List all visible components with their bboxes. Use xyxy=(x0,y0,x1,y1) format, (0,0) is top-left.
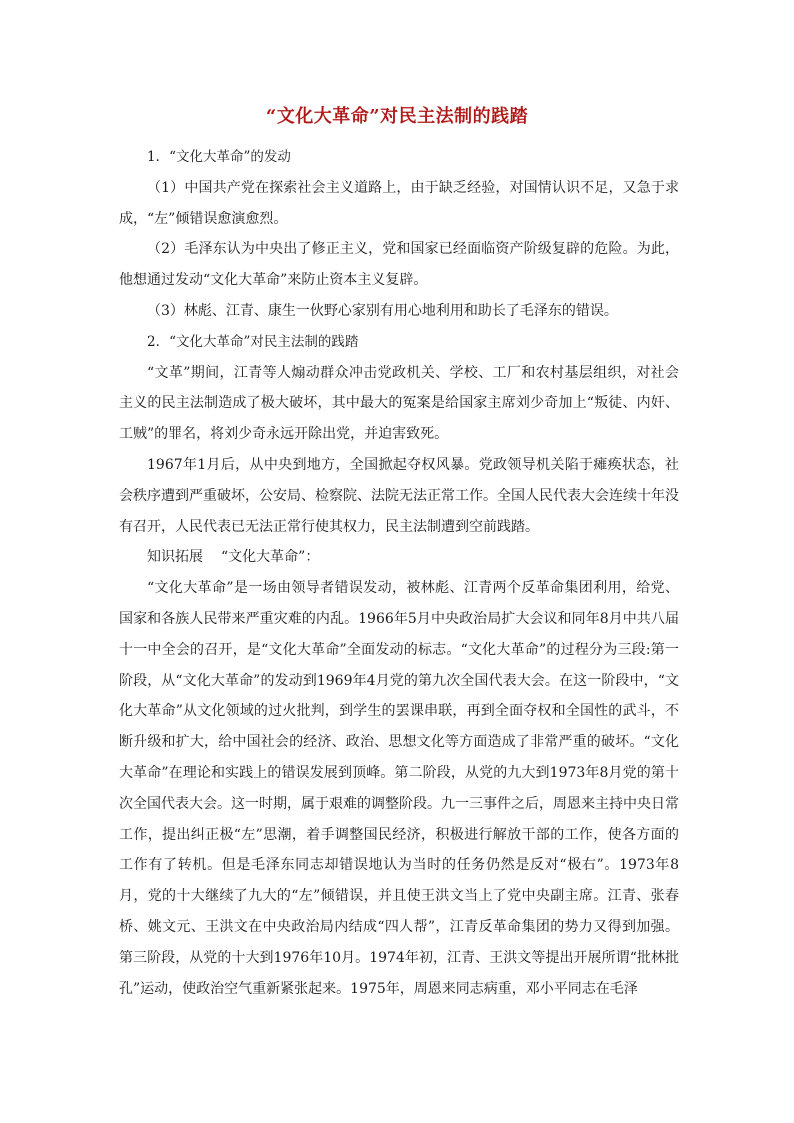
document-body xyxy=(119,142,679,1004)
section-heading-2: 2．“文化大革命”对民主法制的践踏 xyxy=(147,333,359,350)
extension-label: 知识拓展 xyxy=(147,549,203,566)
section-heading-1: 1．“文化大革命”的发动 xyxy=(147,149,291,165)
extension-paragraph: “文化大革命”是一场由领导者错误发动，被林彪、江青两个反革命集团利用，给党、国家和各族人民带来严重灾难的内乱。1966年5月中央政治局扩大会议和同年8月中共八届十一中全会的召开，是“文化大革命”全面发动的标志。“文化大革命”的过程分为三段:第一阶段，从“文化大革命”的发动到1969年4月党的第九次全国代表大会。在这一阶段中，“文化大革命”从文化领域的过火批判，到学生的罢课串联，再到全面夺权和全国性的武斗，不断升级和扩大，给中国社会的经济、政治、思想文化等方面造成了非常严重的破坏。“文化大革命”在理论和实践上的错误发展到顶峰。第二阶段，从党的九大到1973年8月党的第十次全国代表大会。这一时期，属于艰难的调整阶段。九一三事件之后，周恩来主持中央日常工作，提出纠正极“左”思潮，着手调整国民经济，积极进行解放干部的工作，使各方面的工作有了转机。但是毛泽东同志却错误地认为当时的任务仍然是反对“极右”。1973年8月，党的十大继续了九大的“左”倾错误，并且使王洪文当上了党中央副主席。江青、张春桥、姚文元、王洪文在中央政治局内结成“四人帮”，江青反革命集团的势力又得到加强。第三阶段，从党的十大到1976年10月。1974年初，江青、王洪文等提出开展所谓“批林批孔”运动，使政治空气重新紧张起来。1975年，周恩来同志病重，邓小平同志在毛泽 xyxy=(119,580,679,997)
section1-point-1: （1）中国共产党在探索社会主义道路上，由于缺乏经验，对国情认识不足，又急于求成，“左”倾错误愈演愈烈。 xyxy=(119,179,679,227)
extension-topic: “文化大革命”： xyxy=(221,549,320,566)
section2-paragraph-2: 1967年1月后，从中央到地方，全国掀起夺权风暴。党政领导机关陷于瘫痪状态，社会秩序遭到严重破坏，公安局、检察院、法院无法正常工作。全国人民代表大会连续十年没有召开，人民代表已无法正常行使其权力，民主法制遭到空前践踏。 xyxy=(119,456,679,535)
section2-paragraph-1: “文革”期间，江青等人煽动群众冲击党政机关、学校、工厂和农村基层组织，对社会主义的民主法制造成了极大破坏，其中最大的冤案是给国家主席刘少奇加上“叛徒、内奸、工贼”的罪名，将刘少奇永远开除出党，并迫害致死。 xyxy=(119,364,679,443)
page-title: “文化大革命”对民主法制的践踏 xyxy=(265,106,529,127)
section1-point-2: （2）毛泽东认为中央出了修正主义，党和国家已经面临资产阶级复辟的危险。为此，他想通过发动“文化大革命”来防止资本主义复辟。 xyxy=(119,241,679,289)
section1-point-3: （3）林彪、江青、康生一伙野心家别有用心地利用和助长了毛泽东的错误。 xyxy=(147,302,618,319)
extension-heading xyxy=(119,542,679,573)
